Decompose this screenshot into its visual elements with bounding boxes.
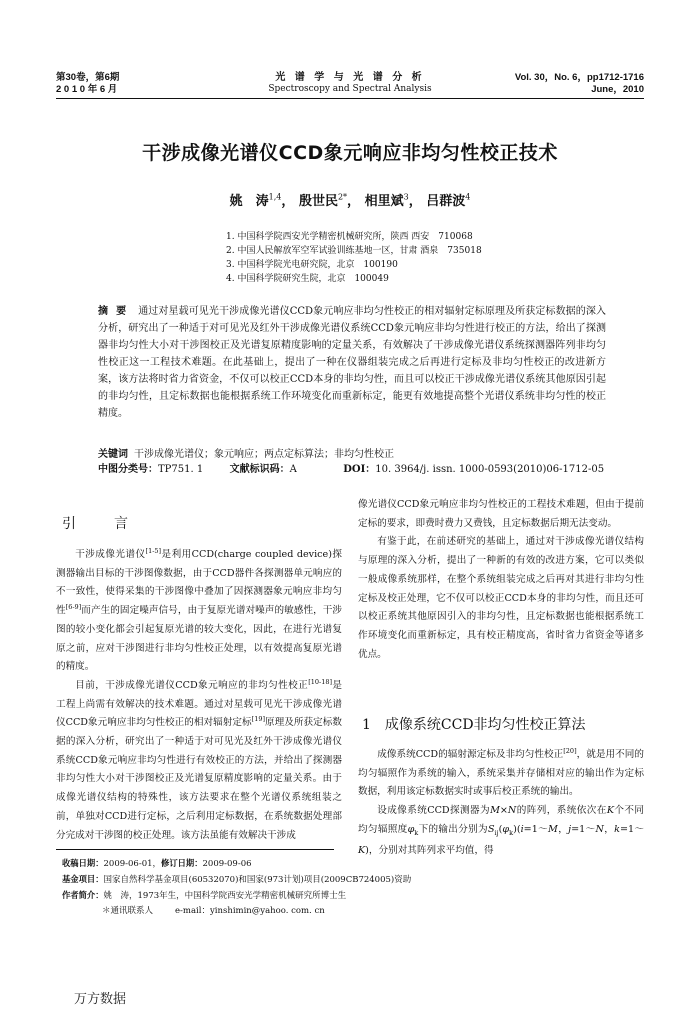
author-2: 殷世民$^{2*}$: [298, 192, 348, 209]
affiliation-item: 2. 中国人民解放军空军试验训练基地一区，甘肃 酒泉 735018: [226, 246, 482, 256]
intro-paragraph-1: 干涉成像光谱仪[1-5]是利用CCD(charge coupled device)探测器输出目标的干涉图像数据，由于CCD器件各探测器单元响应的不一致性，使得采集的干涉图像中叠加了因探测器象元响应非均匀性[6-9]而产生的固定噪声信号，由于复原光谱对噪声的敏感性，干涉图的较小变化都会引起复原光谱的较大变化，因此，在进行光谱复原之前，应对干涉图进行非均匀性校正处理，以有效提高复原光谱的精度。: [56, 546, 343, 673]
journal-title-cn: 光 谱 学 与 光 谱 分 析: [275, 72, 425, 83]
author-3: 相里斌$^3$: [364, 192, 409, 209]
affiliation-item: 3. 中国科学院光电研究院，北京 100190: [226, 260, 398, 270]
author-bio-footnote: 作者简介：姚 涛，1973年生，中国科学院西安光学精密机械研究所博士生: [62, 890, 347, 901]
intro-paragraph-2-continued: 像光谱仪CCD象元响应非均匀性校正的工程技术难题，但由于提前定标的要求，即费时费力又费钱，且定标数据后期无法变动。: [358, 499, 644, 529]
contact-footnote: ＊通讯联系人 e-mail：yinshimin@yahoo. com. cn: [102, 906, 325, 916]
volume-pages-text: Vol. 30，No. 6，pp1712-1716: [514, 72, 644, 83]
author-4: 吕群波$^4$: [426, 192, 471, 209]
journal-title-en: Spectroscopy and Spectral Analysis: [268, 84, 432, 94]
journal-pages: [515, 72, 644, 96]
section-1-heading: 1 成像系统CCD非均匀性校正算法: [362, 717, 586, 733]
right-column: [358, 496, 644, 664]
footnotes: [62, 856, 642, 919]
month-year-text: June，2010: [591, 84, 644, 95]
affiliation-item: 1. 中国科学院西安光学精密机械研究所，陕西 西安 710068: [226, 232, 473, 242]
wanfang-watermark: 万方数据: [74, 992, 127, 1007]
abstract-text: 通过对星载可见光干涉成像光谱仪CCD象元响应非均匀性校正的相对辐射定标原理及所获定标数据的深入分析，研究出了一种适于对可见光及红外干涉成像光谱仪系统CCD象元响应非均匀性进行校正的方法，给出了探测器非均匀性大小对干涉图校正及光谱复原精度影响的定量关系，有效解决了干涉成像光谱仪系统探测器阵列非均匀性校正这一工程技术难题。在此基础上，提出了一种在仪器组装完成之后再进行定标及非均匀性校正的改进新方案，该方法将时省力省资金，不仅可以校正CCD本身的非均匀性，而且可以校正干涉成像光谱仪系统其他原因引起的非均匀性，且定标数据也能根据系统工作环境变化而重新标定，能更有效地提高整个光谱仪系统非均匀性的校正精度。: [98, 306, 606, 419]
keywords-block: [98, 447, 606, 477]
left-column: [56, 546, 342, 845]
section-1-body: [358, 746, 644, 861]
affiliation-item: 4. 中国科学院研究生院，北京 100049: [226, 274, 389, 284]
footnote-rule: [56, 849, 334, 850]
funding-footnote: 基金项目：国家自然科学基金项目(60532070)和国家(973计划)项目(2009CB724005)资助: [62, 874, 412, 885]
doi-label: DOI：: [343, 464, 376, 475]
paper-title: 干涉成像光谱仪CCD象元响应非均匀性校正技术: [142, 142, 558, 164]
journal-volume-issue: [56, 72, 119, 96]
journal-title: [200, 72, 500, 95]
intro-heading: 引 言: [62, 516, 140, 532]
keywords: [98, 447, 606, 462]
section-1-paragraph-1: 成像系统CCD的辐射源定标及非均匀性校正[20]，就是用不同的均匀辐照作为系统的输入，系统采集并存储相对应的输出作为定标数据，利用该定标数据实时或事后校正系统的输出。: [358, 746, 645, 798]
clc-label: 中图分类号：: [98, 464, 158, 475]
clc-value: TP751. 1: [158, 464, 204, 475]
intro-paragraph-3: 有鉴于此，在前述研究的基础上，通过对干涉成像光谱仪结构与原理的深入分析，提出了一种新的有效的改进方案，它可以类似一般成像系统那样，在整个系统组装完成之后再对其进行非均匀性定标及校正处理，它不仅可以校正CCD本身的非均匀性，而且还可以校正系统其他原因引入的非均匀性，且定标数据也能根据系统工作环境变化而重新标定，具有校正精度高，省时省力省资金等诸多优点。: [358, 536, 644, 660]
author-list: 姚 涛$^{1,4}$， 殷世民$^{2*}$， 相里斌$^3$， 吕群波$^4$: [229, 192, 471, 209]
section-1-paragraph-2: 设成像系统CCD探测器为M×N的阵列，系统依次在K个不同均匀辐照度$\varphi_k$下的输出分别为$S_{ij}(\varphi_k)(i=1\sim M$，j=1～N，k=1～K)，分别对其阵列求平均值，得: [358, 805, 645, 857]
doc-code-value: A: [289, 464, 297, 475]
publication-date-text: 2 0 1 0 年 6 月: [56, 84, 118, 95]
classification-line: [98, 462, 606, 477]
affiliations: [226, 230, 482, 286]
doi-value: 10. 3964/j. issn. 1000-0593(2010)06-1712-05: [375, 464, 605, 475]
doc-code-label: 文献标识码：: [229, 464, 290, 475]
volume-issue-text: 第30卷，第6期: [56, 72, 120, 83]
abstract-label: 摘要: [98, 306, 135, 317]
header-rule: [56, 98, 644, 99]
keywords-text: 干涉成像光谱仪；象元响应；两点定标算法；非均匀性校正: [134, 449, 394, 460]
abstract: [98, 303, 606, 422]
author-1: 姚 涛$^{1,4}$: [229, 192, 282, 209]
intro-paragraph-2: 目前，干涉成像光谱仪CCD象元响应的非均匀性校正[10-18]是工程上尚需有效解决的技术难题。通过对星载可见光干涉成像光谱仪CCD象元响应非均匀性校正的相对辐射定标[19]原理及所获定标数据的深入分析，研究出了一种适于对可见光及红外干涉成像光谱仪系统CCD象元响应非均匀性进行有效校正的方法，并给出了探测器非均匀性大小对干涉图校正及光谱复原精度影响的定量关系。由于成像光谱仪结构的特殊性，该方法要求在整个光谱仪系统组装之前，单独对CCD进行定标，之后利用定标数据，在系统数据处理部分完成对干涉图的校正处理。该方法虽能有效解决干涉成: [56, 677, 343, 841]
keywords-label: 关键词: [98, 449, 128, 460]
dates-footnote: 收稿日期：2009-06-01，修订日期：2009-09-06: [62, 858, 252, 869]
